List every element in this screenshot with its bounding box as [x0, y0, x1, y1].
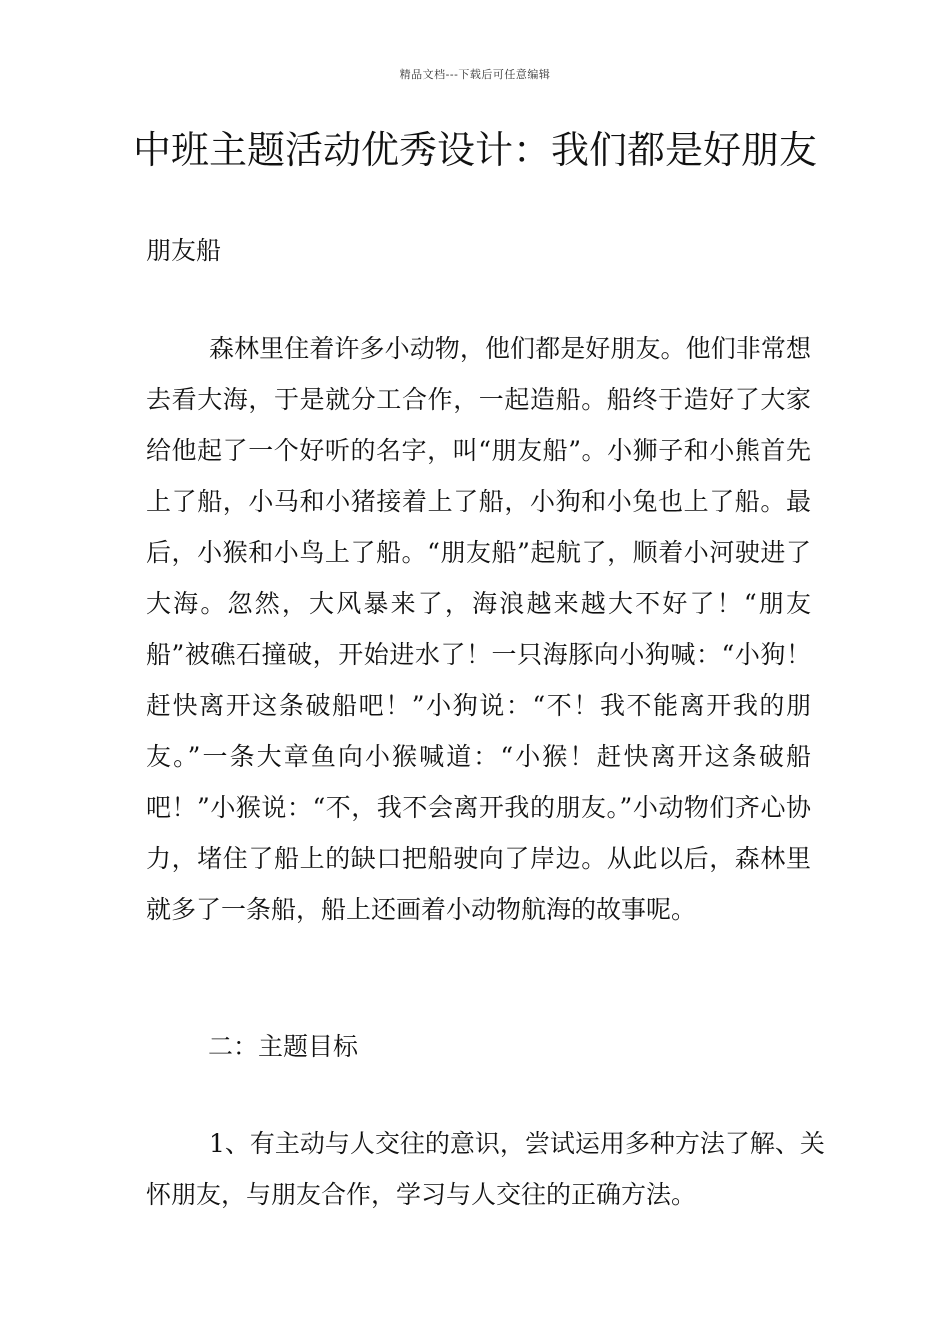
story-subtitle: 朋友船 [146, 236, 222, 265]
document-title: 中班主题活动优秀设计：我们都是好朋友 [132, 128, 817, 172]
section-heading: 二：主题目标 [208, 1032, 359, 1061]
goal-item: 1、有主动与人交往的意识，尝试运用多种方法了解、关怀朋友，与朋友合作，学习与人交往的正确方法。 [146, 1129, 825, 1209]
story-paragraph: 森林里住着许多小动物，他们都是好朋友。他们非常想去看大海，于是就分工合作，一起造船。船终于造好了大家给他起了一个好听的名字，叫“朋友船”。小狮子和小熊首先上了船，小马和小猪接着上了船，小狗和小兔也上了船。最后，小猴和小鸟上了船。“朋友船”起航了，顺着小河驶进了大海。忽然，大风暴来了，海浪越来越大不好了！“朋友船”被礁石撞破，开始进水了！一只海豚向小狗喊：“小狗！赶快离开这条破船吧！”小狗说：“不！我不能离开我的朋友。”一条大章鱼向小猴喊道：“小猴！赶快离开这条破船吧！”小猴说：“不，我不会离开我的朋友。”小动物们齐心协力，堵住了船上的缺口把船驶向了岸边。从此以后，森林里就多了一条船，船上还画着小动物航海的故事呢。 [146, 334, 811, 924]
page-header: 精品文档---下载后可任意编辑 [399, 68, 551, 81]
